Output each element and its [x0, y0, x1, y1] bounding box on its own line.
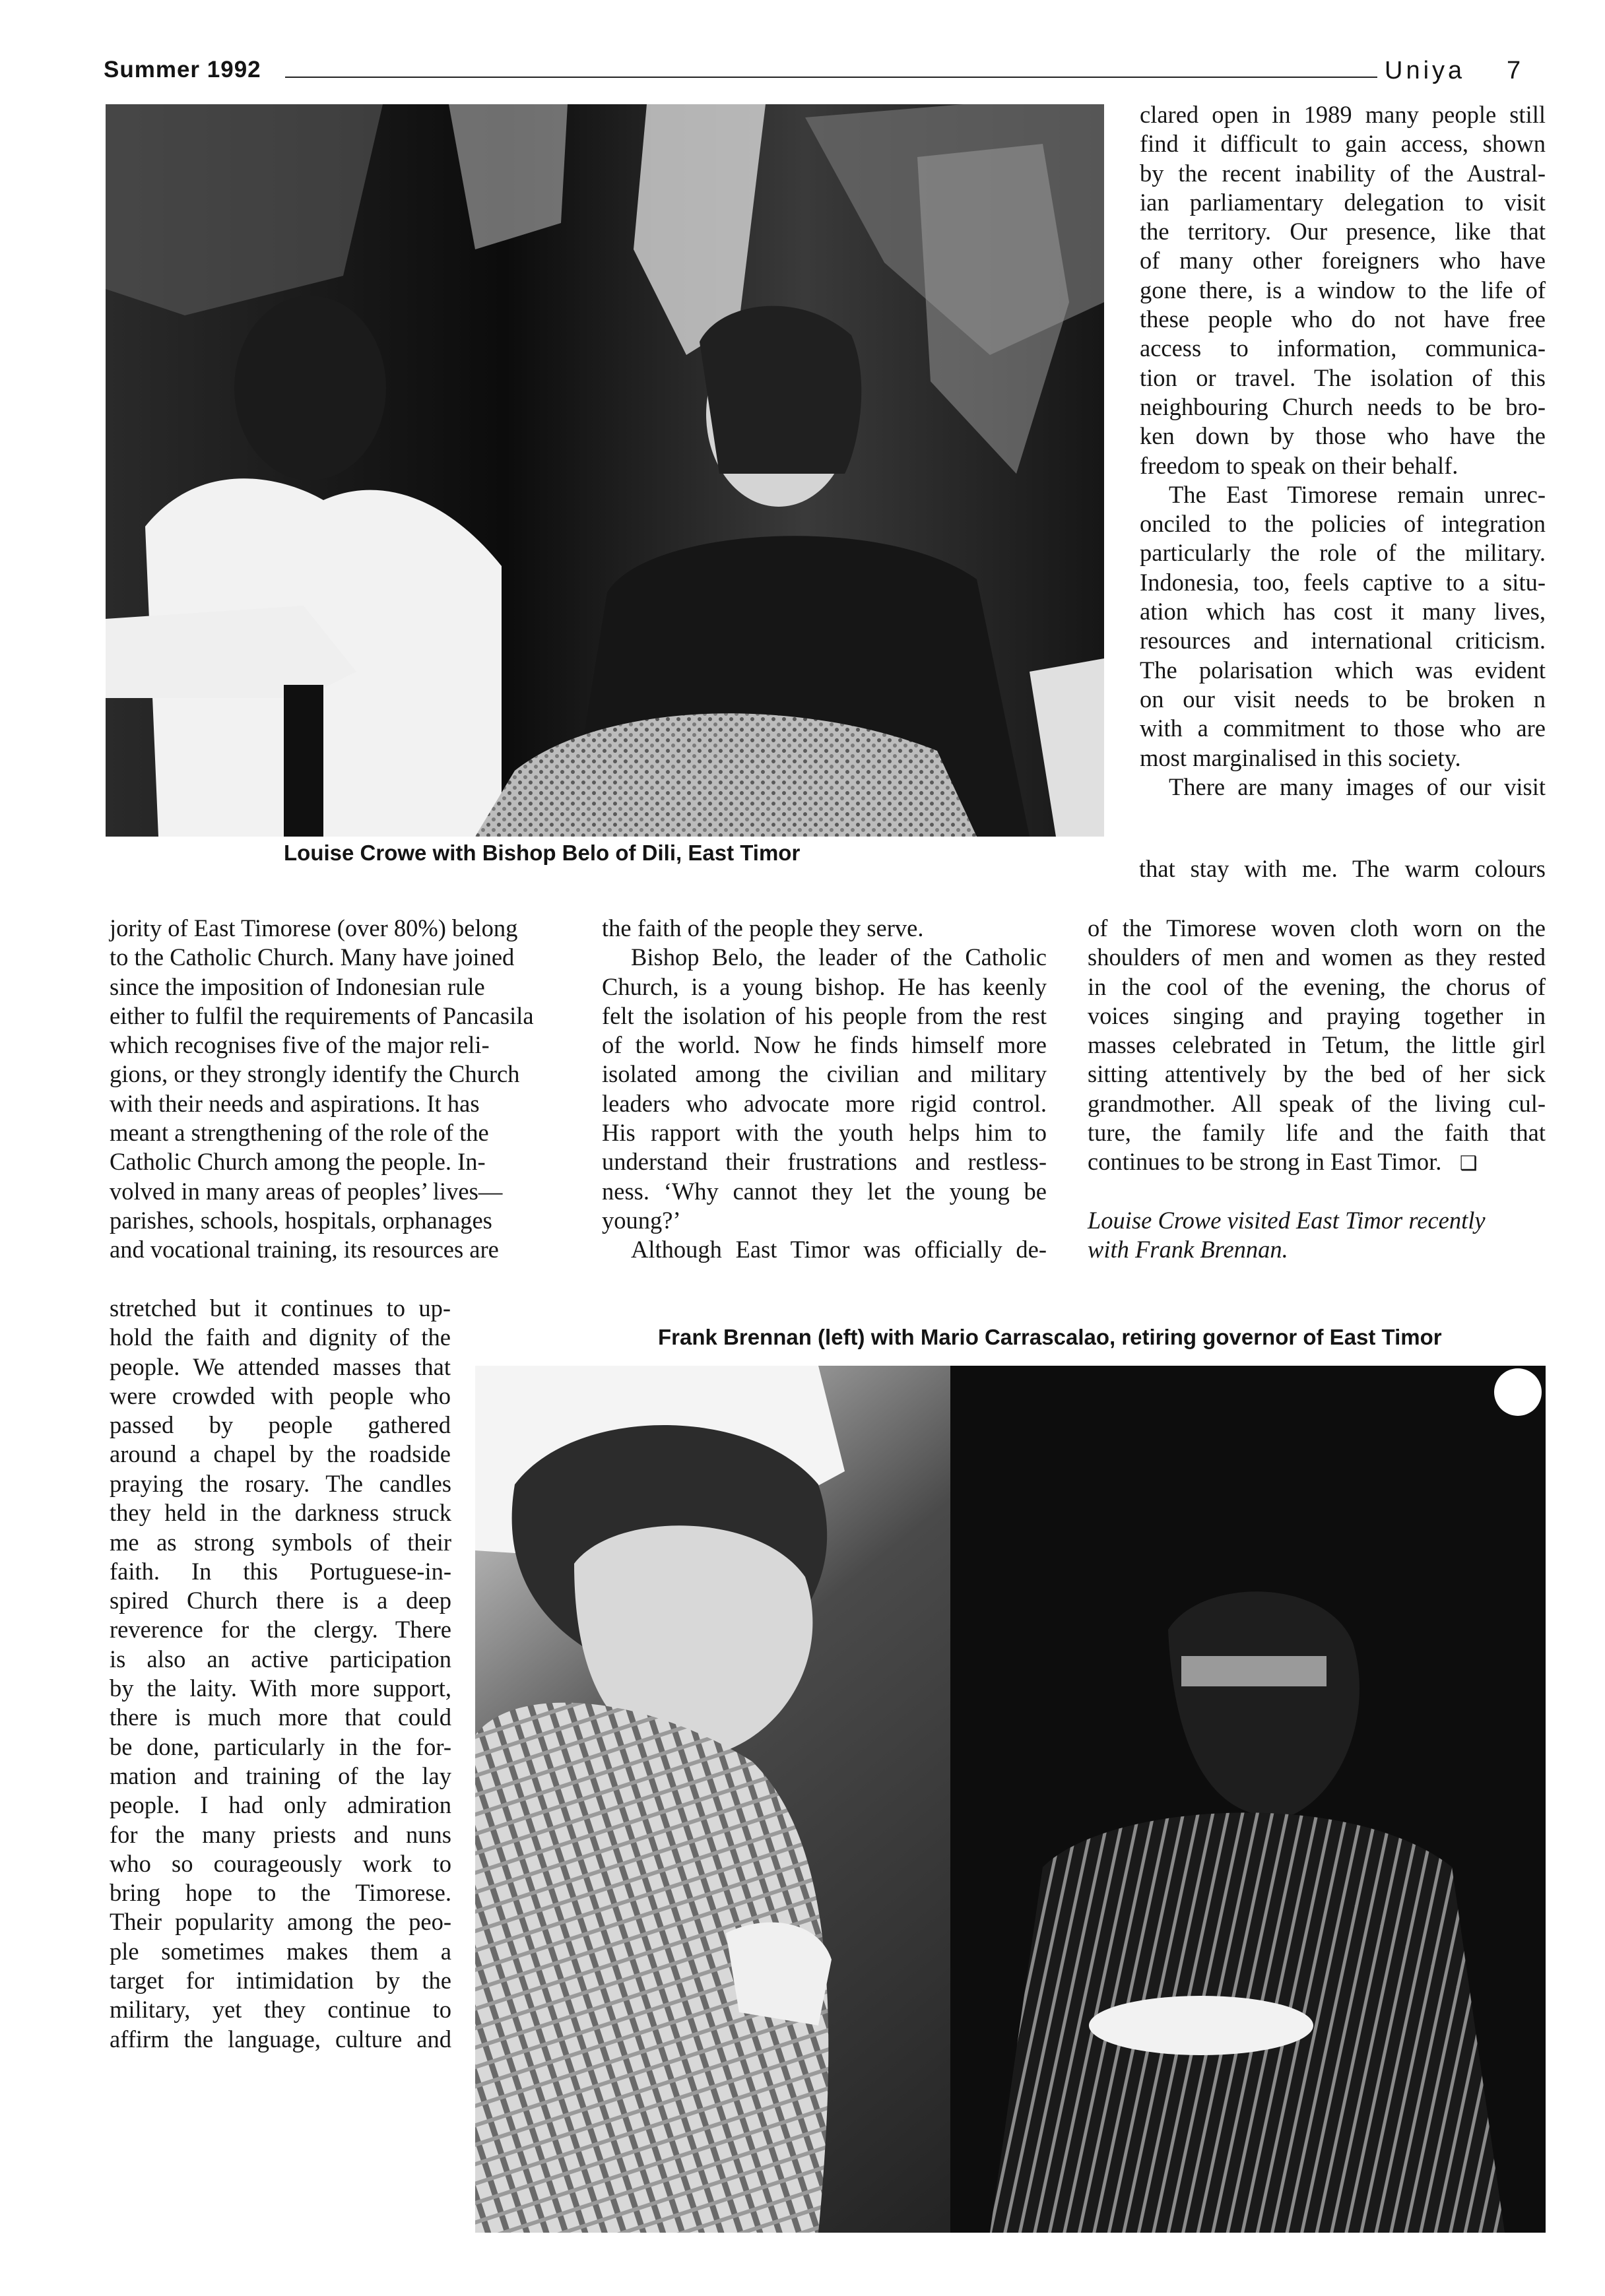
text-line: hold the faith and dignity of the — [110, 1323, 451, 1351]
text-line: ian parliamentary delegation to visit — [1140, 188, 1546, 216]
text-line: neighbouring Church needs to be bro- — [1140, 393, 1546, 420]
text-line: by the laity. With more support, — [110, 1674, 451, 1702]
text-line: were crowded with people who — [110, 1382, 451, 1409]
article-column-left-wrap — [110, 1294, 451, 1469]
text-line: particularly the role of the military. — [1140, 539, 1546, 567]
text-line: ture, the family life and the faith that — [1088, 1119, 1546, 1147]
photo-caption: Louise Crowe with Bishop Belo of Dili, East Timor — [284, 841, 801, 865]
text-line: Bishop Belo, the leader of the Catholic — [631, 943, 1047, 971]
text-line: understand their frustrations and restless- — [602, 1148, 1047, 1176]
photo-frank-brennan — [475, 1366, 1546, 2233]
page-number: 7 — [1507, 57, 1521, 84]
text-line: mation and training of the lay — [110, 1762, 451, 1789]
text-line: since the imposition of Indonesian rule — [110, 973, 485, 1000]
text-line: in the cool of the evening, the chorus of — [1088, 973, 1546, 1000]
text-line: passed by people gathered — [110, 1411, 451, 1439]
article-column-left — [110, 914, 534, 1265]
text-line: is also an active participation — [110, 1645, 451, 1673]
text-line: grandmother. All speak of the living cul- — [1088, 1089, 1546, 1117]
text-line: by the recent inability of the Austral- — [1140, 159, 1546, 187]
text-line: with a commitment to those who are — [1140, 715, 1546, 742]
text-line: the territory. Our presence, like that — [1140, 218, 1546, 245]
text-line: find it difficult to gain access, shown — [1140, 130, 1546, 158]
text-line: affirm the language, culture and — [110, 2025, 451, 2053]
text-line: of the Timorese woven cloth worn on the — [1088, 914, 1546, 941]
text-line: ken down by those who have the — [1140, 422, 1546, 450]
text-line: gone there, is a window to the life of — [1140, 276, 1546, 303]
text-line: bring hope to the Timorese. — [110, 1879, 451, 1907]
text-line: parishes, schools, hospitals, orphanages — [110, 1206, 492, 1234]
text-line: gions, or they strongly identify the Church — [110, 1060, 520, 1088]
text-line: for the many priests and nuns — [110, 1820, 451, 1848]
text-line: most marginalised in this society. — [1140, 744, 1461, 771]
text-line: ation which has cost it many lives, — [1140, 598, 1546, 625]
text-line: ness. ‘Why cannot they let the young be — [602, 1177, 1047, 1205]
spacer-line — [1088, 1177, 1546, 1206]
text-line: Although East Timor was officially de- — [631, 1236, 1047, 1263]
text-line: voices singing and praying together in — [1088, 1002, 1546, 1029]
text-line: resources and international criticism. — [1140, 627, 1546, 654]
text-line: military, yet they continue to — [110, 1996, 451, 2024]
text-line: praying the rosary. The candles — [110, 1470, 451, 1497]
author-note: with Frank Brennan. — [1088, 1236, 1288, 1263]
publication-title: Uniya — [1385, 57, 1466, 84]
text-line: There are many images of our visit — [1169, 773, 1546, 800]
text-line — [1088, 1147, 1546, 1176]
running-header — [0, 51, 1605, 91]
text-line: sitting attentively by the bed of her sick — [1088, 1060, 1546, 1088]
text-line: there is much more that could — [110, 1704, 451, 1731]
text-line: people. We attended masses that — [110, 1353, 451, 1380]
photo-bishop-belo — [106, 104, 1104, 837]
text-line: and vocational training, its resources are — [110, 1236, 499, 1263]
text-line: felt the isolation of his people from the rest — [602, 1002, 1047, 1029]
text-line: these people who do not have free — [1140, 305, 1546, 333]
text-line: spired Church there is a deep — [110, 1587, 451, 1614]
text-line: with their needs and aspirations. It has — [110, 1089, 480, 1117]
text-line: faith. In this Portuguese-in- — [110, 1557, 451, 1585]
text-line: Church, is a young bishop. He has keenly — [602, 973, 1047, 1000]
text-line: stretched but it continues to up- — [110, 1294, 451, 1322]
issue-date: Summer 1992 — [104, 57, 261, 82]
text-line: clared open in 1989 many people still — [1140, 101, 1546, 128]
text-line: either to fulfil the requirements of Pancasila — [110, 1002, 534, 1029]
text-line: tion or travel. The isolation of this — [1140, 364, 1546, 391]
text-line-content: continues to be strong in East Timor. — [1088, 1148, 1442, 1176]
text-line: The polarisation which was evident — [1140, 656, 1546, 684]
article-column-right-mid — [1139, 854, 1546, 883]
text-line: meant a strengthening of the role of the — [110, 1119, 489, 1147]
text-line: the faith of the people they serve. — [602, 914, 924, 941]
text-line: of many other foreigners who have — [1140, 247, 1546, 274]
text-line: ple sometimes makes them a — [110, 1937, 451, 1965]
text-line: reverence for the clergy. There — [110, 1616, 451, 1643]
text-line: shoulders of men and women as they rested — [1088, 943, 1546, 971]
article-column-middle — [602, 914, 1047, 1265]
text-line: be done, particularly in the for- — [110, 1733, 451, 1760]
text-line: The East Timorese remain unrec- — [1169, 480, 1546, 508]
end-of-article-icon: ❑ — [1459, 1152, 1478, 1176]
text-line: which recognises five of the major reli- — [110, 1031, 490, 1059]
article-column-right-bottom — [1088, 914, 1546, 1265]
text-line: jority of East Timorese (over 80%) belong — [110, 914, 518, 941]
text-line: Catholic Church among the people. In- — [110, 1148, 486, 1176]
text-line: onciled to the policies of integration — [1140, 510, 1546, 538]
text-line: me as strong symbols of their — [110, 1528, 451, 1556]
text-line: Indonesia, too, feels captive to a situ- — [1140, 568, 1546, 596]
text-line: target for intimidation by the — [110, 1967, 451, 1994]
article-column-left-narrow — [110, 1469, 451, 2054]
text-line: that stay with me. The warm colours — [1139, 855, 1546, 882]
text-line: of the world. Now he finds himself more — [602, 1031, 1047, 1059]
text-line: isolated among the civilian and military — [602, 1060, 1047, 1088]
text-line: His rapport with the youth helps him to — [602, 1119, 1047, 1147]
text-line: around a chapel by the roadside — [110, 1440, 451, 1468]
text-line: access to information, communica- — [1140, 335, 1546, 362]
text-line: who so courageously work to — [110, 1849, 451, 1877]
author-note: Louise Crowe visited East Timor recently — [1088, 1206, 1486, 1234]
text-line: they held in the darkness struck — [110, 1499, 451, 1527]
photo-caption: Frank Brennan (left) with Mario Carrascalao, retiring governor of East Timor — [658, 1325, 1442, 1349]
text-line: volved in many areas of peoples’ lives— — [110, 1177, 503, 1205]
text-line: people. I had only admiration — [110, 1791, 451, 1819]
header-rule — [285, 77, 1377, 78]
text-line: on our visit needs to be broken n — [1140, 685, 1546, 713]
text-line: young?’ — [602, 1206, 681, 1234]
text-line: to the Catholic Church. Many have joined — [110, 943, 515, 971]
text-line: Their popularity among the peo- — [110, 1908, 451, 1936]
article-column-right-top — [1140, 100, 1546, 802]
text-line: leaders who advocate more rigid control. — [602, 1089, 1047, 1117]
text-line: freedom to speak on their behalf. — [1140, 451, 1458, 479]
text-line: masses celebrated in Tetum, the little girl — [1088, 1031, 1546, 1059]
